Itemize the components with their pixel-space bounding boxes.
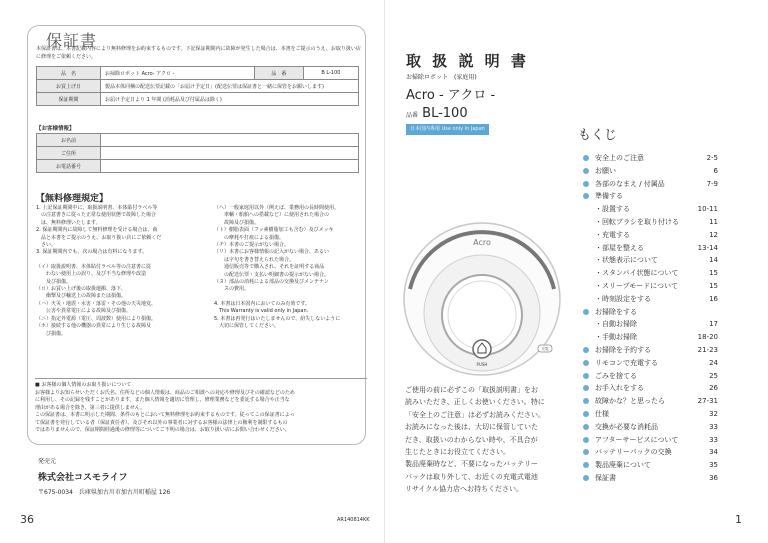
customer-address-field[interactable] [101, 147, 359, 160]
toc-item-label: 各部のなまえ / 付属品 [595, 179, 665, 188]
toc-item-page: 15 [709, 269, 718, 278]
rule-line: スの費用。 [214, 286, 250, 293]
toc-item-page: 34 [709, 448, 718, 457]
toc-item[interactable] [580, 306, 718, 319]
toc-item-page: 25 [709, 371, 718, 380]
customer-phone-field[interactable] [101, 160, 359, 173]
toc-item[interactable] [580, 395, 718, 408]
privacy-line: 理由がある場合を除き、第三者に提供しません。 [35, 404, 146, 411]
rule-line: の注意書きに従った正常な使用状態で故障した場合 [36, 212, 157, 219]
bullet-icon [583, 424, 589, 430]
rule-line: は、無料修理いたします。 [36, 219, 101, 226]
toc-item-page: 14 [709, 256, 718, 265]
toc-item-label: お手入れをする [595, 384, 644, 393]
notice-line: お読みになった後は、大切に保管していた [405, 423, 538, 432]
privacy-notice [35, 378, 367, 435]
customer-info-title: 【お客様情報】 [36, 126, 75, 132]
bullet-icon [583, 309, 589, 315]
toc-item-label: ・時刻設定をする [595, 294, 651, 303]
product-subtitle: お掃除ロボット (家庭用) [406, 74, 477, 81]
rule-line: （リ）本書にお客様情報の記入がない場合、あるい [214, 249, 330, 256]
rule-line: は字句を書き替えられた場合。 [214, 256, 295, 263]
privacy-line: ではありませんので、保証期間経過後の修理等についてご不明の場合は、お取り扱い店にお問い合わせください。 [35, 427, 290, 433]
toc-item-label: ・スタンバイ状態について [595, 269, 679, 278]
rule-line: わない使用上の誤り、及び不当な修理や改造 [36, 271, 147, 278]
center-fold [384, 0, 385, 543]
toc-item-page: 27-31 [697, 397, 718, 406]
bullet-icon [583, 360, 589, 366]
privacy-heading: ■ お客様の個人情報のお取り扱いについて [35, 382, 132, 388]
toc-item-page: 10-11 [697, 205, 718, 214]
toc-item-page: 17 [709, 320, 718, 329]
toc-item[interactable] [580, 408, 718, 421]
rule-line: 5. 本書は再発行はいたしませんので、紛失しないように [214, 315, 341, 322]
toc-item-page: 26 [709, 384, 718, 393]
toc-item-label: ・スリープモードについて [595, 281, 678, 290]
toc-item-label: お願い [595, 166, 616, 175]
bullet-icon [583, 411, 589, 417]
product-info-table [36, 66, 359, 106]
toc-item-label: ・状態表示について [595, 256, 658, 265]
domestic-use-badge [406, 124, 489, 135]
customer-address-label: ご住所 [37, 147, 101, 160]
notice-line: 読みいただき、正しくお使いください。特に [405, 398, 545, 407]
toc-item-page: 13-14 [697, 243, 718, 252]
domestic-label: 日本国内専用 [410, 126, 441, 132]
rule-line: 2. 保証期間内に故障して無料修理を受ける場合は、商 [36, 227, 158, 234]
toc-item[interactable] [580, 421, 718, 434]
rule-line: （ニ）指定外電源（電圧、周波数）使用により損傷。 [36, 315, 157, 322]
privacy-line: に利用し、その記録を残すことがあります。また個人情報を適切に管理し、修理業務などを委託する場合や正当な [35, 397, 290, 403]
toc-item[interactable] [580, 472, 718, 485]
toc-item[interactable] [580, 293, 718, 306]
rule-line: （ホ）接続する他の機器の異常により生じる故障及 [36, 323, 152, 330]
toc-item-page: 12 [709, 230, 718, 239]
toc-item-page: 21-23 [697, 345, 718, 354]
toc-item-label: ・自動お掃除 [595, 320, 637, 329]
rule-line: 通信販売等で購入され、それを証明する商品 [214, 264, 325, 271]
product-name-value: お掃除ロボット Acro- アクロ - [101, 67, 255, 80]
toc-item-page: 7-9 [706, 179, 718, 188]
rule-line [36, 257, 208, 264]
privacy-line: て保証書を発行している者（保証責任者）、及びそれ以外の事業者に対するお客様の法律上の権利を制限するもの [35, 419, 288, 426]
toc-item-page: 11 [709, 217, 718, 226]
toc-item-page: 18-20 [697, 333, 718, 342]
toc-item-page: 15 [709, 281, 718, 290]
bullet-icon [583, 373, 589, 379]
rule-line [214, 294, 366, 301]
free-repair-title: 【無料修理規定】 [36, 194, 109, 204]
toc-item-label: 仕様 [595, 409, 609, 418]
toc-title: もくじ [578, 128, 618, 143]
customer-phone-label: お電話番号 [37, 160, 101, 173]
company-address: 〒675-0034 兵庫県加古川市加古川町稲屋 126 [38, 489, 171, 496]
rule-line: This Warranty is valid only in Japan. [214, 308, 309, 315]
bullet-icon [583, 475, 589, 481]
bullet-icon [583, 462, 589, 468]
rule-line: （へ）一般家庭用以外（例えば、業務用の長時間使用、 [214, 205, 340, 211]
toc-item[interactable] [580, 216, 718, 229]
robot-button-label: PUSH [476, 362, 488, 367]
domestic-label-en: Use only in Japan [441, 126, 485, 132]
table-of-contents [580, 152, 718, 485]
rule-line: 車輌・船舶への搭載など）に使用された場合の [214, 212, 330, 219]
model-number [406, 106, 468, 121]
notice-line: 「安全上のご注意」は必ずお読みください。 [405, 410, 545, 419]
toc-item-page: 36 [709, 473, 718, 482]
bullet-icon [583, 168, 589, 174]
toc-item-label: 準備する [595, 192, 623, 201]
rule-line: の配送伝票・支払い明細書の提示がない場合。 [214, 271, 330, 278]
page-number-right: 1 [735, 513, 742, 526]
privacy-line: お客様よりお知らせいただくお氏名、住所などの個人情報は、商品のご相談への対応や修理及びその確認などのため [35, 389, 295, 396]
notice-line: 製品廃棄時など、不要になったバッテリー [405, 460, 538, 469]
rule-line: 衝撃及び輸送上の故障または損傷。 [36, 293, 127, 300]
rule-line: （ヌ）部品の消耗による部品の交換及びメンテナン [214, 279, 329, 286]
warranty-period-label: 保証期間 [37, 93, 101, 106]
toc-item-label: 故障かな？と思ったら [595, 397, 665, 406]
rule-line: 大切に保管してください。 [214, 323, 280, 330]
rule-line: 3. 保証期間内でも、次の場合は有料になります。 [36, 249, 147, 256]
toc-item-label: アフターサービスについて [595, 435, 679, 444]
bullet-icon [583, 437, 589, 443]
purchase-date-value: 製品本体同梱の配送伝票記載の「お届け予定日」(配送伝票は保証書と一緒に保管をお願いします) [101, 80, 359, 93]
bullet-icon [583, 181, 589, 187]
robot-side-label: 充電 [541, 347, 549, 351]
toc-item[interactable] [580, 267, 718, 280]
toc-item-label: お掃除をする [595, 307, 637, 316]
robot-brand-label: Acro [473, 238, 491, 247]
rule-line: 公害や異常電圧による故障及び損傷。 [36, 308, 132, 315]
toc-item-label: バッテリーパックの交換 [595, 448, 672, 457]
customer-info-table [36, 133, 359, 173]
rule-line: び損傷。 [36, 330, 67, 337]
toc-item-page: 2-5 [706, 154, 718, 162]
rule-line: （ト）樹脂表面（フッ素樹脂加工も含む）及びメッキ [214, 227, 334, 234]
toc-item[interactable] [580, 382, 718, 395]
toc-item[interactable] [580, 203, 718, 216]
toc-item[interactable] [580, 152, 718, 165]
model-prefix: 品番 [406, 112, 419, 119]
model-value: BL-100 [422, 106, 468, 121]
toc-item-page: 33 [709, 422, 718, 431]
usage-notice [405, 384, 557, 496]
toc-item-page: 16 [709, 294, 718, 303]
model-value: B L-100 [303, 67, 358, 80]
toc-item[interactable] [580, 254, 718, 267]
toc-item-page: 32 [709, 409, 718, 418]
rule-line: 故障及び損傷。 [214, 219, 260, 226]
rule-line: （チ）本書のご提示がない場合。 [214, 242, 290, 249]
notice-line: だき、取扱いのわからない時や、不具合が [405, 435, 538, 444]
rule-line: 品と本書をご提示のうえ、お取り扱い店にご依頼くだ [36, 234, 162, 241]
rule-line: の摩耗や打痕による損傷。 [214, 234, 285, 241]
product-name-label: 品 名 [37, 67, 101, 80]
rule-line: 1. 上記保証期間中に、取扱説明書、本体貼付ラベル等 [36, 205, 158, 211]
toc-item[interactable] [580, 242, 718, 255]
rule-line: さい。 [36, 242, 57, 249]
rule-line: 及び損傷。 [36, 278, 72, 285]
toc-item[interactable] [580, 318, 718, 331]
notice-line: リサイクル協力店へお持ちください。 [405, 485, 524, 494]
notice-line: パックは取り外して、お近くの充電式電池 [405, 472, 538, 481]
repair-rules-col1 [36, 205, 208, 338]
warranty-title: 保証書 [46, 31, 98, 50]
toc-item-label: 製品廃棄について [595, 461, 651, 470]
product-name: Acro - アクロ - [406, 88, 496, 103]
toc-item[interactable] [580, 165, 718, 178]
toc-item-label: 交換が必要な消耗品 [595, 422, 658, 431]
toc-item-label: リモコンで充電する [595, 358, 658, 367]
bullet-icon [583, 193, 589, 199]
toc-item-label: ごみを捨てる [595, 371, 637, 380]
toc-item[interactable] [580, 229, 718, 242]
bullet-icon [583, 385, 589, 391]
toc-item[interactable] [580, 446, 718, 459]
toc-item-label: ・手動お掃除 [595, 333, 637, 342]
page-number-left: 36 [20, 513, 34, 526]
toc-item[interactable] [580, 178, 718, 191]
toc-item-label: 安全上のご注意 [595, 154, 644, 162]
publisher-label: 発売元 [38, 458, 57, 465]
toc-item-page: 6 [713, 166, 718, 175]
rule-line: （ロ）お買い上げ後の取扱運搬、落下、 [36, 286, 127, 293]
toc-item-page: 33 [709, 435, 718, 444]
customer-name-label: お名前 [37, 134, 101, 147]
bullet-icon [583, 398, 589, 404]
toc-item[interactable] [580, 344, 718, 357]
notice-line: ご使用の前に必ずこの「取扱説明書」をお [405, 386, 538, 394]
toc-item[interactable] [580, 280, 718, 293]
bullet-icon [583, 347, 589, 353]
rule-line: 4. 本書は日本国内においてのみ有効です。 [214, 300, 310, 307]
warranty-intro: 本保証書は、本書記載内容により無料修理をお約束するものです。下記保証期間内に故障が発生した場合は、本書をご提示のうえ、お取り扱い店に修理をご依頼ください。 [36, 46, 361, 60]
purchase-date-label: お買上げ日 [37, 80, 101, 93]
toc-item[interactable] [580, 459, 718, 472]
toc-item[interactable] [580, 434, 718, 447]
toc-item-label: 保証書 [595, 473, 616, 482]
company-name: 株式会社コスモライフ [38, 473, 128, 483]
rule-line: （ハ）火災・地震・水害・落雷・その他の天災地変、 [36, 300, 157, 307]
toc-item[interactable] [580, 357, 718, 370]
bullet-icon [583, 449, 589, 455]
repair-rules-col2 [214, 205, 366, 331]
bullet-icon [583, 155, 589, 161]
toc-item-page: 24 [709, 358, 718, 367]
toc-item-label: ・設置する [595, 205, 630, 214]
toc-item-label: ・回転ブラシを取り付ける [595, 217, 679, 226]
model-label: 品 番 [254, 67, 303, 80]
toc-item-label: お掃除を予約する [595, 345, 651, 354]
notice-line: 生じたときにお役立てください。 [405, 448, 510, 457]
robot-illustration [402, 217, 562, 377]
toc-item[interactable] [580, 331, 718, 344]
document-code: AR140814KK [337, 517, 370, 523]
toc-item-label: ・充電する [595, 230, 630, 239]
manual-title: 取 扱 説 明 書 [406, 52, 529, 70]
toc-item[interactable] [580, 370, 718, 383]
toc-item-label: ・部屋を整える [595, 243, 644, 252]
warranty-period-value: お届け予定日より 1 年間 (消耗品及び付属品は除く) [101, 93, 359, 106]
toc-item[interactable] [580, 190, 718, 203]
privacy-line: この保証書は、本書に明示した期間、条件のもとにおいて無料修理をお約束するものです。従ってこの保証書によっ [35, 412, 295, 418]
toc-item-page: 35 [709, 461, 718, 470]
customer-name-field[interactable] [101, 134, 359, 147]
rule-line: （イ）取扱説明書、本体貼付ラベル等の注意書に従 [36, 263, 152, 270]
